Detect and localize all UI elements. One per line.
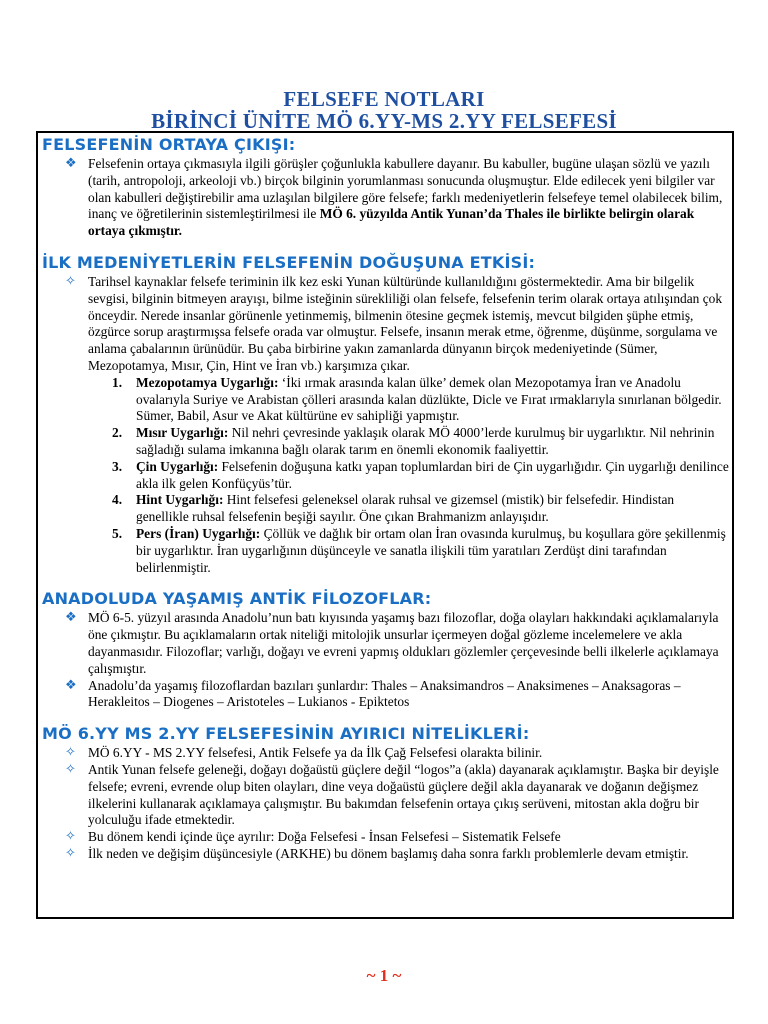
content-area bbox=[42, 134, 730, 863]
item-text: Antik Yunan felsefe geleneği, doğayı doğaüstü güçlere değil “logos”a (akla) dayanarak açıklamıştır. Başka bir deyişle felsefe; evreni, evrende olup biten olayları, dine veya doğaüstü güçlere değil akla dayanarak ve doğanın değişmez ilkelerini kullanarak açıklamaya çalışmıştır. Bu bakımdan felsefenin ortaya çıkış serüveni, mitostan akla doğru bir yolculuğu ifade etmektedir. bbox=[88, 761, 719, 828]
item-label: Mısır Uygarlığı: bbox=[136, 425, 229, 441]
numbered-list bbox=[42, 375, 730, 577]
item-bold-text: MÖ 6. yüzyılda Antik Yunan’da Thales ile birlikte belirgin olarak ortaya çıkmıştır. bbox=[88, 206, 695, 239]
list-item bbox=[42, 274, 730, 375]
item-text: Hint felsefesi geleneksel olarak ruhsal ve gizemsel (mistik) bir felsefedir. Hindistan genellikle ruhsal felsefenin beşiği sayılır. Öne çıkan Brahmanizm anlayışıdır. bbox=[136, 492, 675, 525]
item-text: MÖ 6-5. yüzyıl arasında Anadolu’nun batı kıyısında yaşamış bazı filozoflar, doğa olayları hakkındaki açıklamalarıyla öne çıkmıştır. Bu açıklamaların ortak niteliği mitolojik unsurlar içermeyen doğal gözleme incelemelere ve akla dayanmasıdır. Filozoflar; varlığı, doğayı ve evreni yapmış oldukları gözlemler çerçevesinde belli ilkelerle açıklamaya çalışmıştır. bbox=[88, 610, 719, 676]
bullet-list bbox=[42, 745, 730, 863]
item-text: ‘İki ırmak arasında kalan ülke’ demek olan Mezopotamya İran ve Anadolu ovalarıyla Suriye ve Arabistan çölleri arasında kalan düzlükte, Dicle ve Fırat ırmaklarıyla sınırlanan bölgedir. Sümer, Babil, Asur ve Akat kültürüne ev sahipliği yapmıştır. bbox=[136, 374, 722, 424]
bullet-list bbox=[42, 274, 730, 375]
item-text: Çöllük ve dağlık bir ortam olan İran ovasında kurulmuş, bu koşullara göre şekillenmiş bir uygarlıktır. İran uygarlığının düşünceyle ve sanatla ilişkili tüm yaratıları Zerdüşt dini tarafından belirlenmiştir. bbox=[136, 525, 726, 575]
item-number: 1. bbox=[112, 374, 123, 390]
item-text: Anadolu’da yaşamış filozoflardan bazıları şunlardır: Thales – Anaksimandros – Anaksimenes – Anaksagoras – Herakleitos – Diogenes – Aristoteles – Lukianos - Epiktetos bbox=[88, 677, 681, 710]
item-text: Tarihsel kaynaklar felsefe teriminin ilk kez eski Yunan kültüründe kullanıldığını göstermektedir. Ama bir bilgelik sevgisi, bilginin bitmeyen arayışı, bilme isteğinin sürekliliği olan felsefe, felsefenin terim olarak ortaya atılışından çok önceydir. Nerede insanlar görünenle yetinmemiş, bilmenin ötesine geçmek istemiş, mevcut bilgiden şüphe etmiş, özgürce sorup araştırmışsa felsefe orada var olmuştur. Felsefe, insanın merak etme, öğrenme, düşünme, sorgulama ve anlama çabalarının ürünüdür. Bu çaba birbirine yakın zamanlarda dünyanın birçok medeniyetinde (Sümer, Mezopotamya, Mısır, Çin, Hint ve İran vb.) karşımıza çıkar. bbox=[88, 273, 723, 373]
item-number: 2. bbox=[112, 425, 123, 441]
numbered-item bbox=[42, 492, 730, 526]
item-label: Çin Uygarlığı: bbox=[136, 458, 219, 474]
list-item bbox=[42, 610, 730, 677]
section-civilizations bbox=[42, 252, 730, 576]
small-diamond-bullet-icon: ✧ bbox=[65, 829, 76, 845]
small-diamond-bullet-icon: ✧ bbox=[65, 761, 76, 777]
bullet-list bbox=[42, 156, 730, 240]
item-text: Felsefenin doğuşuna katkı yapan toplumlardan biri de Çin uygarlığıdır. Çin uygarlığı denilince akla ilk gelen Konfüçyüs’tür. bbox=[136, 458, 729, 491]
item-number: 3. bbox=[112, 458, 123, 474]
section-heading: ANADOLUDA YAŞAMIŞ ANTİK FİLOZOFLAR: bbox=[42, 589, 432, 609]
diamond-bullet-icon: ❖ bbox=[65, 156, 77, 171]
item-label: Hint Uygarlığı: bbox=[136, 492, 224, 508]
small-diamond-bullet-icon: ✧ bbox=[65, 273, 76, 289]
item-text: Felsefenin ortaya çıkmasıyla ilgili görüşler çoğunlukla kabullere dayanır. Bu kabuller, bugüne ulaşan sözlü ve yazılı (tarih, antropoloji, arkeoloji vb.) birçok bilginin yorumlanması sonucunda oluşmuştur. Elde edilecek yeni bilgiler var olan kabulleri değiştirebilir ama uzlaşılan bilgilere göre felsefe; farklı medeniyetlerin felsefeye temel olabilecek bilim, inanç ve öğretilerinin sistemleştirilmesi ile bbox=[88, 156, 723, 222]
numbered-item bbox=[42, 459, 730, 493]
item-text: MÖ 6.YY - MS 2.YY felsefesi, Antik Felsefe ya da İlk Çağ Felsefesi olarakta bilinir. bbox=[88, 745, 543, 761]
diamond-bullet-icon: ❖ bbox=[65, 610, 77, 626]
item-number: 5. bbox=[112, 525, 123, 541]
item-label: Pers (İran) Uygarlığı: bbox=[136, 525, 261, 541]
section-heading: İLK MEDENİYETLERİN FELSEFENİN DOĞUŞUNA ETKİSİ: bbox=[42, 252, 536, 272]
item-text: Nil nehri çevresinde yaklaşık olarak MÖ 4000’lerde kurulmuş bir uygarlıktır. Nil nehrinin sağladığı sulama imkanına bağlı olarak tarım en önemli ekonomik faaliyettir. bbox=[136, 425, 715, 457]
numbered-item bbox=[42, 425, 730, 459]
page-number: ~ 1 ~ bbox=[366, 966, 402, 985]
numbered-item bbox=[42, 375, 730, 425]
list-item bbox=[42, 846, 730, 863]
item-number: 4. bbox=[112, 492, 123, 508]
bullet-list bbox=[42, 610, 730, 711]
list-item bbox=[42, 762, 730, 829]
list-item bbox=[42, 829, 730, 846]
item-label: Mezopotamya Uygarlığı: bbox=[136, 374, 279, 390]
section-anatolian-philosophers bbox=[42, 588, 730, 711]
small-diamond-bullet-icon: ✧ bbox=[65, 745, 76, 761]
item-text: İlk neden ve değişim düşüncesiyle (ARKHE) bu dönem başlamış daha sonra farklı problemlerle devam etmiştir. bbox=[88, 845, 689, 861]
section-origin bbox=[42, 134, 730, 240]
small-diamond-bullet-icon: ✧ bbox=[65, 845, 76, 861]
document-title: FELSEFE NOTLARI bbox=[283, 87, 485, 111]
list-item bbox=[42, 678, 730, 712]
list-item bbox=[42, 156, 730, 240]
document-subtitle: BİRİNCİ ÜNİTE MÖ 6.YY-MS 2.YY FELSEFESİ bbox=[151, 109, 617, 133]
section-heading: MÖ 6.YY MS 2.YY FELSEFESİNİN AYIRICI NİTELİKLERİ: bbox=[42, 724, 530, 744]
section-distinctive-features bbox=[42, 723, 730, 863]
diamond-bullet-icon: ❖ bbox=[65, 677, 77, 693]
item-text: Bu dönem kendi içinde üçe ayrılır: Doğa Felsefesi - İnsan Felsefesi – Sistematik Felsefe bbox=[88, 829, 561, 845]
list-item bbox=[42, 745, 730, 762]
section-heading: FELSEFENİN ORTAYA ÇIKIŞI: bbox=[42, 135, 296, 154]
numbered-item bbox=[42, 526, 730, 576]
